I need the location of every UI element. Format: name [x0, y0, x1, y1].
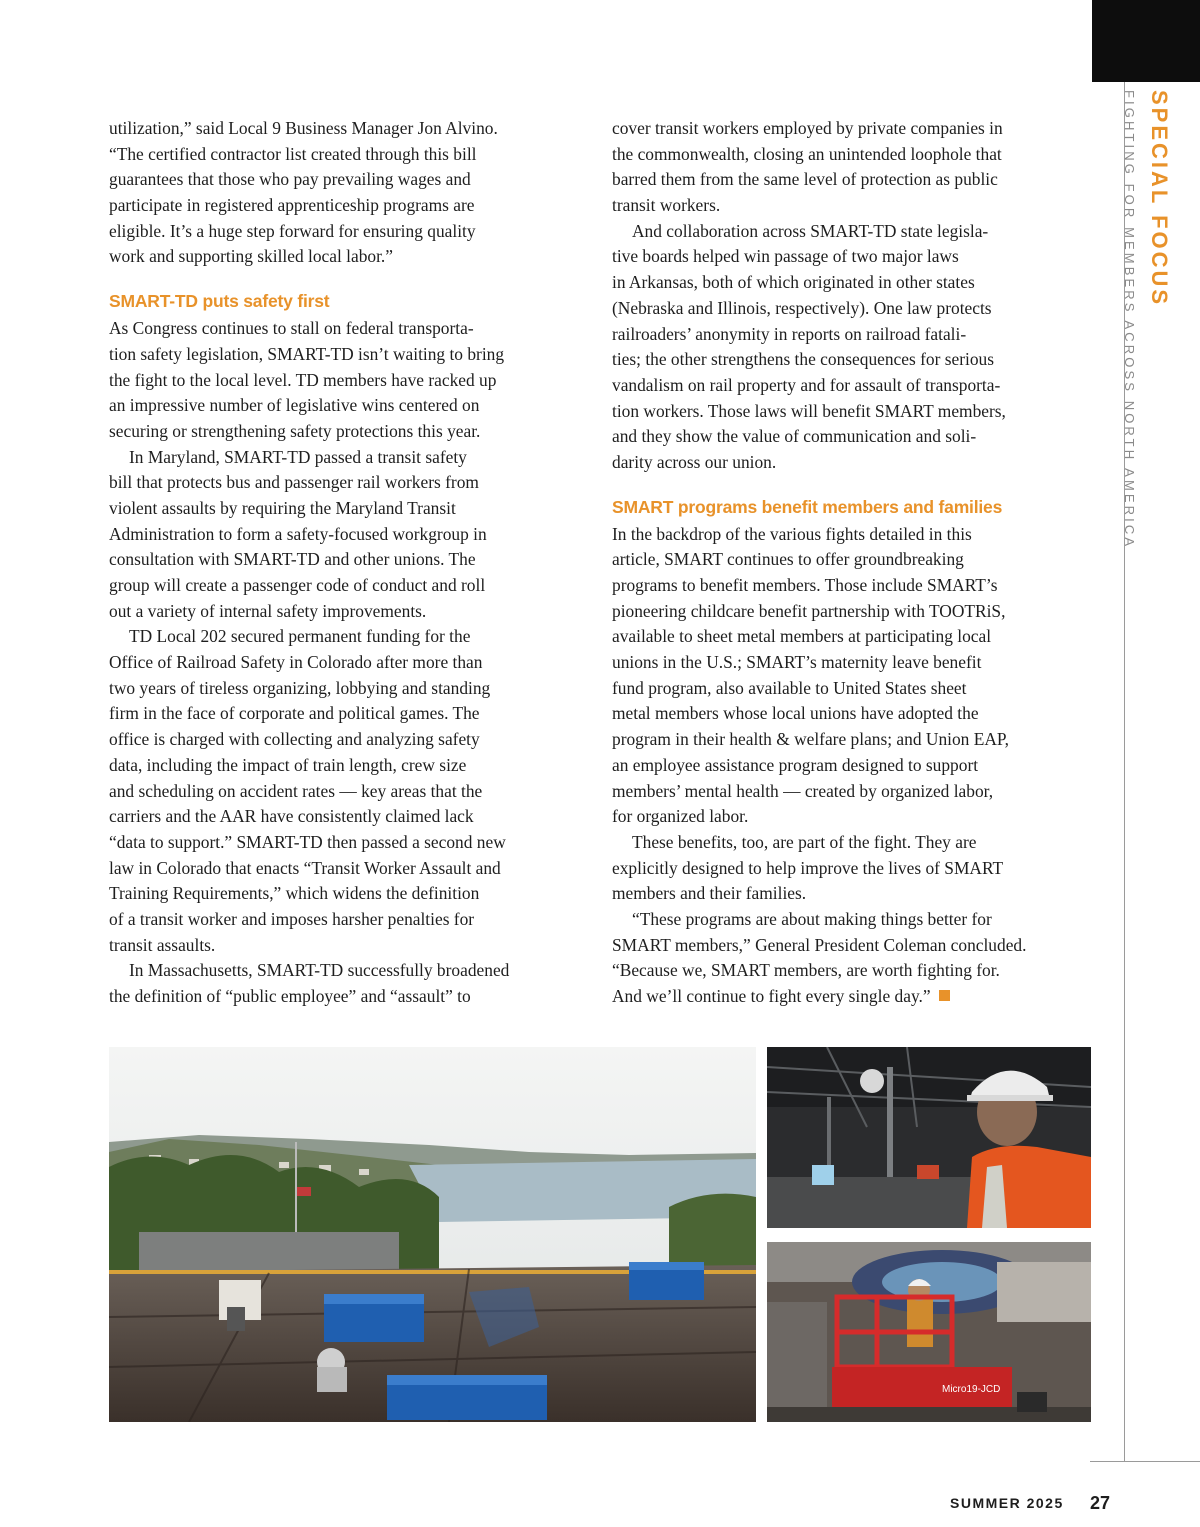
end-mark-icon	[939, 990, 950, 1001]
text-line: metal members whose local unions have adopted the	[612, 703, 979, 724]
text-line: SMART members,” General President Coleman concluded.	[612, 934, 1027, 955]
right-column	[612, 116, 1090, 1010]
text-line: participate in registered apprenticeship programs are	[109, 195, 475, 216]
text-line: consultation with SMART-TD and other unions. The	[109, 549, 476, 570]
text-line: securing or strengthening safety protections this year.	[109, 420, 481, 441]
text-line: tive boards helped win passage of two major laws	[612, 246, 959, 267]
text-line: carriers and the AAR have consistently claimed lack	[109, 806, 474, 827]
text-line: Office of Railroad Safety in Colorado after more than	[109, 652, 483, 673]
text-line: In Maryland, SMART-TD passed a transit safety	[129, 446, 467, 467]
text-line: firm in the face of corporate and political games. The	[109, 703, 480, 724]
text-line: program in their health & welfare plans; and Union EAP,	[612, 729, 1009, 750]
text-line: group will create a passenger code of conduct and roll	[109, 575, 486, 595]
text-line: barred them from the same level of protection as public	[612, 169, 998, 190]
text-line: utilization,” said Local 9 Business Manager Jon Alvino.	[109, 118, 498, 138]
text-line: (Nebraska and Illinois, respectively). One law protects	[612, 297, 992, 318]
text-line: the fight to the local level. TD members have racked up	[109, 369, 497, 390]
text-line: fund program, also available to United States sheet	[612, 677, 967, 698]
footer-rule	[1090, 1461, 1200, 1462]
text-line: an impressive number of legislative wins centered on	[109, 395, 480, 416]
text-line: office is charged with collecting and analyzing safety	[109, 729, 480, 750]
text-line: law in Colorado that enacts “Transit Worker Assault and	[109, 857, 501, 878]
section-heading: SMART-TD puts safety first	[109, 291, 330, 312]
text-line: ties; the other strengthens the consequences for serious	[612, 349, 994, 370]
text-line: tion workers. Those laws will benefit SMART members,	[612, 400, 1006, 421]
text-line: darity across our union.	[612, 451, 777, 472]
text-line: tion safety legislation, SMART-TD isn’t waiting to bring	[109, 343, 505, 364]
section-heading: SMART programs benefit members and families	[612, 496, 1003, 517]
text-line: data, including the impact of train length, crew size	[109, 754, 467, 775]
text-line: TD Local 202 secured permanent funding for the	[129, 626, 471, 647]
text-line: out a variety of internal safety improvements.	[109, 600, 427, 621]
text-line: and scheduling on accident rates — key areas that the	[109, 780, 483, 801]
text-line: two years of tireless organizing, lobbying and standing	[109, 677, 491, 698]
text-line: And collaboration across SMART-TD state legisla-	[632, 220, 989, 241]
text-line: railroaders’ anonymity in reports on railroad fatali-	[612, 323, 967, 344]
plant-worker-photo	[767, 1047, 1091, 1228]
text-line: article, SMART continues to offer groundbreaking	[612, 549, 964, 570]
text-line: for organized labor.	[612, 806, 749, 827]
text-line: guarantees that those who pay prevailing wages and	[109, 169, 471, 190]
closing-sentence: And we’ll continue to fight every single day.”	[612, 986, 931, 1006]
text-line: available to sheet metal members at participating local	[612, 626, 992, 647]
text-line: vandalism on rail property and for assault of transporta-	[612, 374, 1001, 395]
text-line: violent assaults by requiring the Maryland Transit	[109, 497, 456, 518]
text-line: “data to support.” SMART-TD then passed a second new	[109, 831, 506, 852]
text-line: Administration to form a safety-focused workgroup in	[109, 523, 487, 544]
text-line: “The certified contractor list created through this bill	[109, 143, 477, 164]
text-line: programs to benefit members. Those include SMART’s	[612, 575, 998, 595]
text-line: of a transit worker and imposes harsher penalties for	[109, 908, 475, 929]
text-line: members and their families.	[612, 883, 807, 904]
text-line: unions in the U.S.; SMART’s maternity leave benefit	[612, 652, 982, 673]
text-line: In Massachusetts, SMART-TD successfully broadened	[129, 960, 510, 981]
text-line: in Arkansas, both of which originated in other states	[612, 272, 975, 293]
rooftop-photo	[109, 1047, 756, 1422]
text-line: bill that protects bus and passenger rail workers from	[109, 472, 479, 493]
lift-worker-photo	[767, 1242, 1091, 1422]
page-tab-block	[1092, 0, 1200, 82]
text-line: transit assaults.	[109, 934, 216, 955]
text-line: In the backdrop of the various fights detailed in this	[612, 523, 972, 544]
text-line: an employee assistance program designed to support	[612, 754, 979, 775]
text-line: As Congress continues to stall on federal transporta-	[109, 318, 474, 339]
text-line: work and supporting skilled local labor.”	[109, 246, 393, 267]
text-line: the commonwealth, closing an unintended loophole that	[612, 143, 1002, 164]
text-line	[612, 984, 1090, 1010]
text-line: members’ mental health — created by organized labor,	[612, 780, 994, 801]
page-number: 27	[1090, 1493, 1111, 1513]
text-line: explicitly designed to help improve the lives of SMART	[612, 857, 1004, 878]
text-line: “Because we, SMART members, are worth fighting for.	[612, 960, 1000, 981]
issue-label: SUMMER 2025	[950, 1495, 1064, 1511]
text-line: transit workers.	[612, 195, 721, 216]
section-label: SPECIAL FOCUS	[1147, 90, 1172, 308]
text-line: “These programs are about making things better for	[632, 908, 992, 929]
text-line: pioneering childcare benefit partnership with TOOTRiS,	[612, 600, 1006, 621]
text-line: Training Requirements,” which widens the definition	[109, 883, 480, 904]
text-line: the definition of “public employee” and “assault” to	[109, 986, 471, 1006]
section-subtitle: FIGHTING FOR MEMBERS ACROSS NORTH AMERICA	[1122, 90, 1137, 550]
text-line: cover transit workers employed by private companies in	[612, 118, 1003, 138]
text-line: and they show the value of communication and soli-	[612, 426, 977, 447]
left-column	[109, 116, 587, 1010]
lift-model-label: Micro19-JCD	[942, 1384, 1001, 1395]
text-line: These benefits, too, are part of the fight. They are	[632, 831, 977, 852]
text-line: eligible. It’s a huge step forward for ensuring quality	[109, 220, 476, 241]
